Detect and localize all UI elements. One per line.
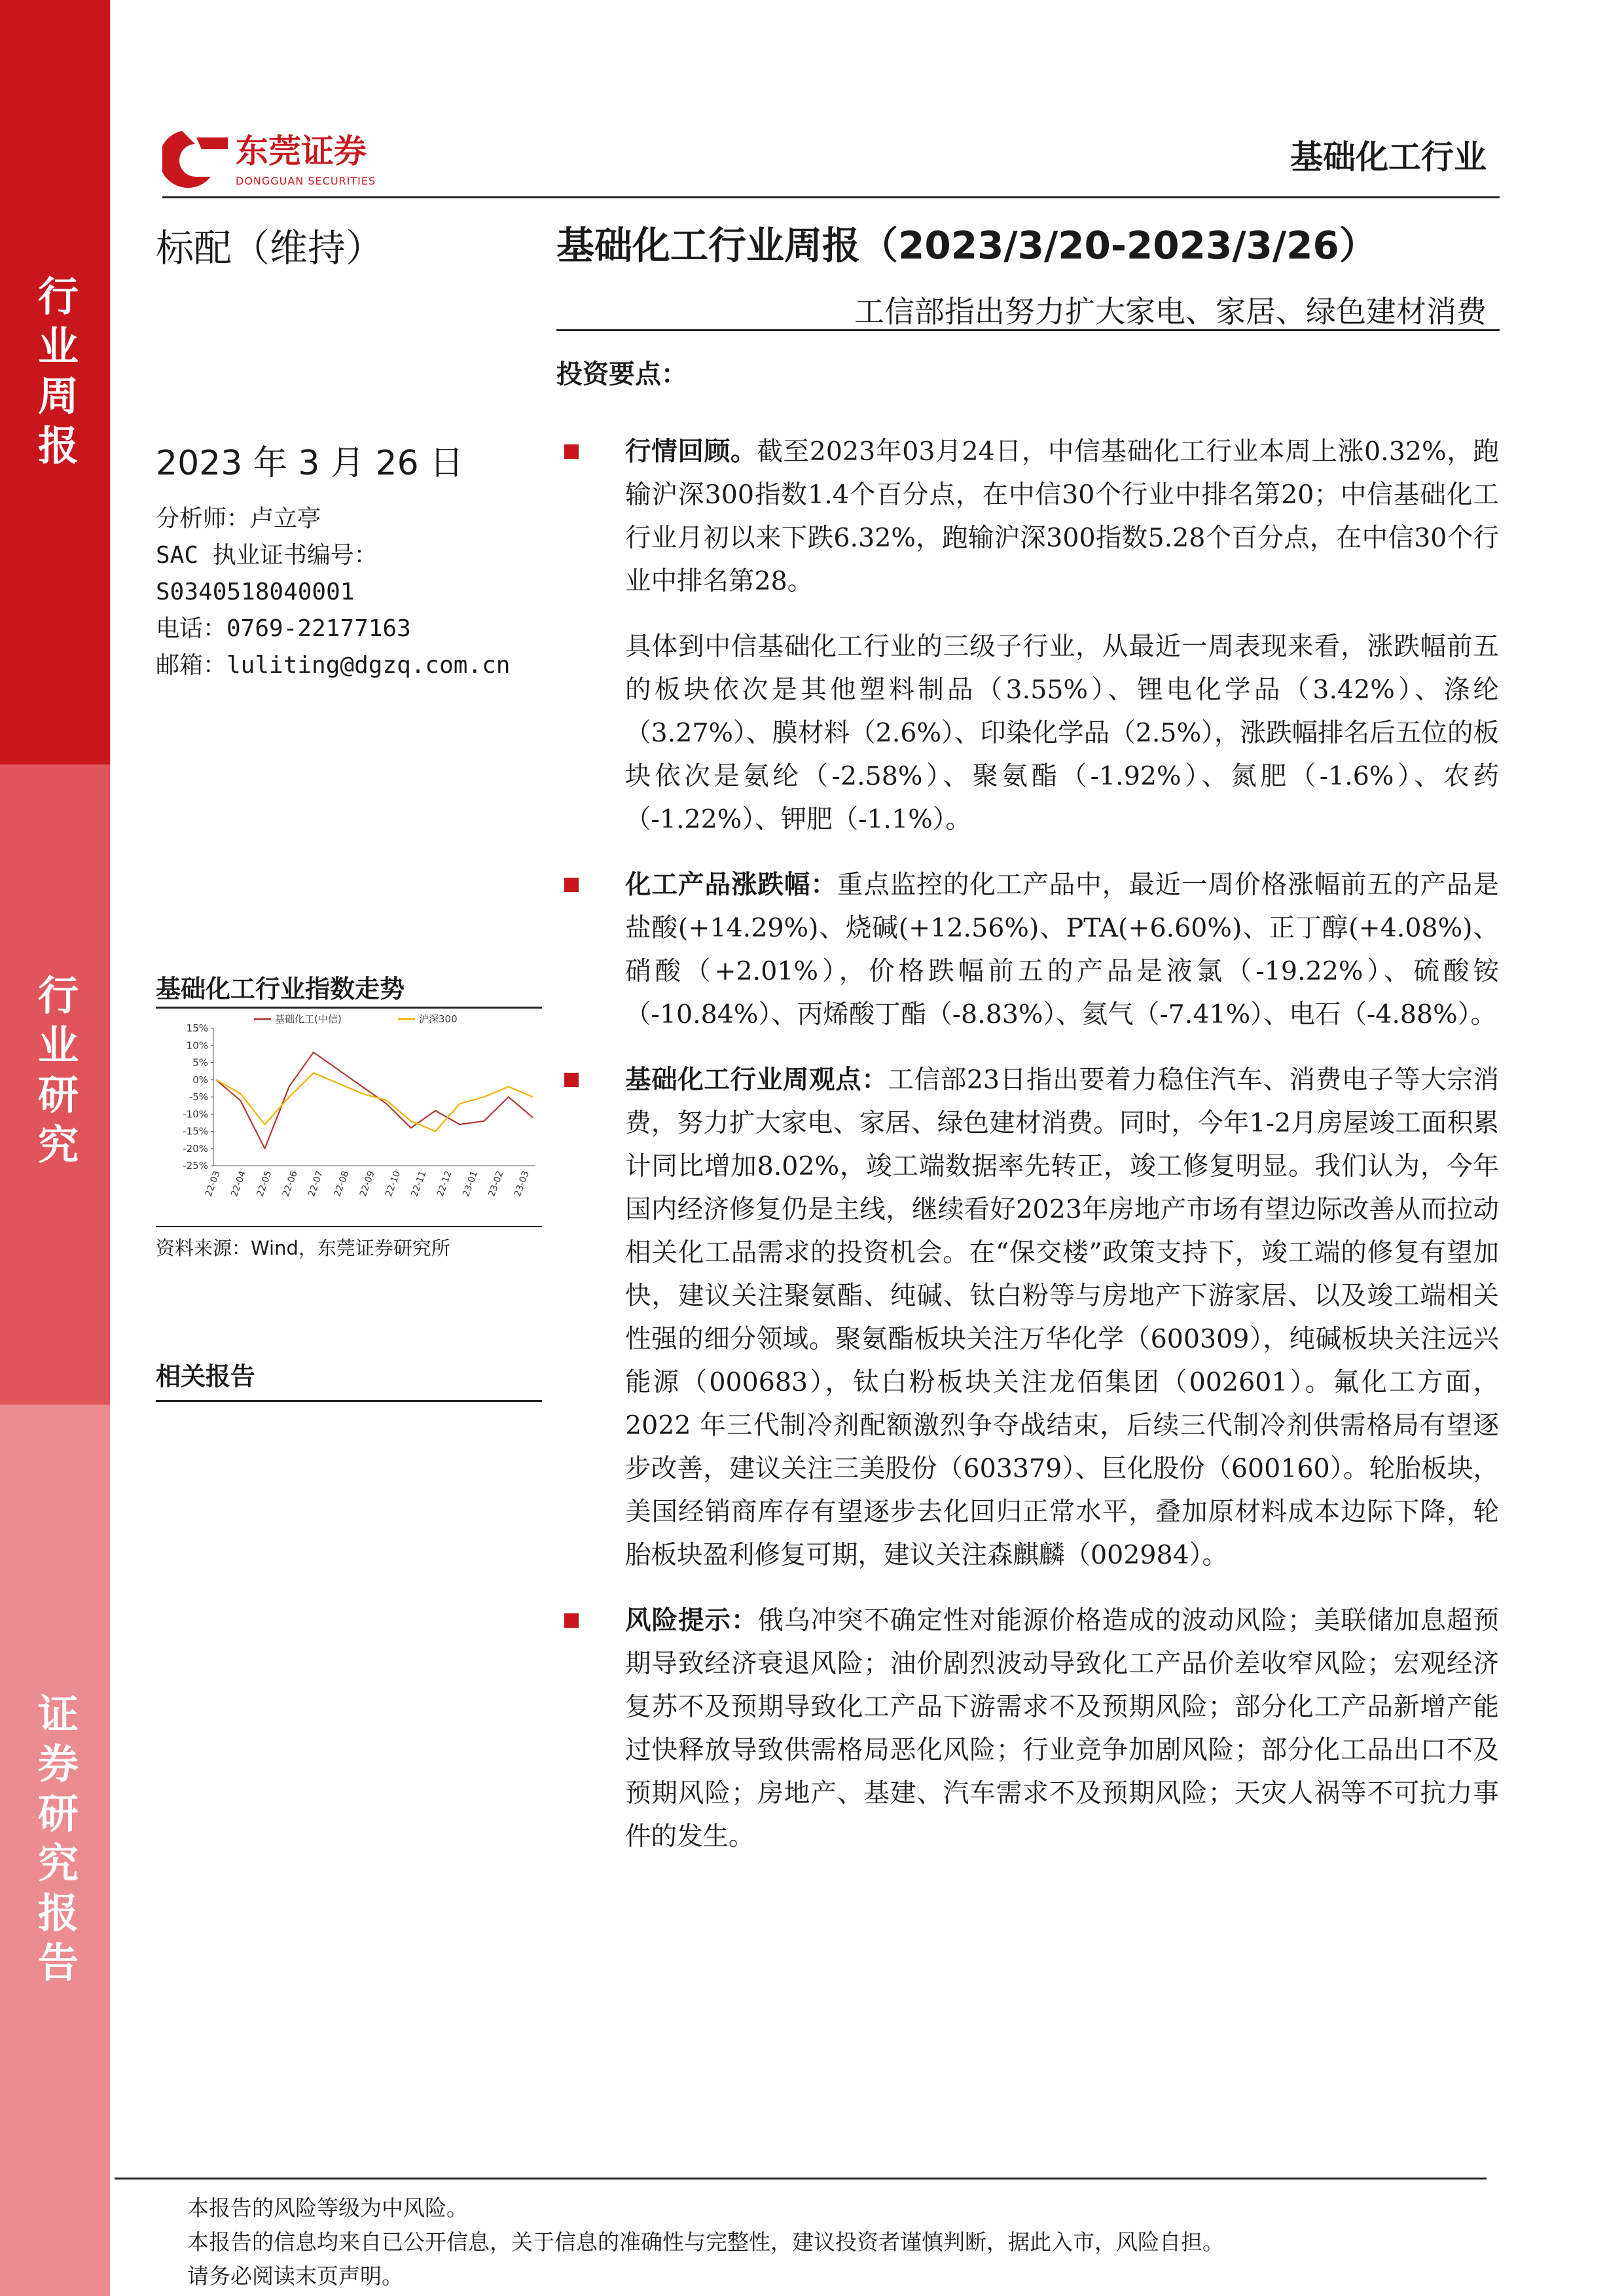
paragraph — [625, 430, 1499, 603]
brand-name-en: DONGGUAN SECURITIES — [236, 175, 376, 187]
x-tick-label: 22-04 — [229, 1169, 249, 1198]
footer — [187, 2191, 1224, 2293]
legend-label: 沪深300 — [419, 1013, 458, 1025]
chart-source: 资料来源：Wind，东莞证券研究所 — [156, 1226, 542, 1261]
main-body — [556, 353, 1499, 1880]
y-tick-label: -10% — [183, 1108, 208, 1121]
sac-number: S0340518040001 — [156, 579, 355, 605]
rating: 标配（维持） — [156, 226, 384, 270]
bullet-icon — [564, 878, 579, 892]
y-tick-label: 5% — [192, 1056, 208, 1069]
section-market-review — [556, 430, 1499, 841]
analyst-name: 分析师：卢立亭 — [156, 505, 321, 532]
x-tick-label: 22-05 — [255, 1169, 274, 1198]
y-tick-label: -25% — [183, 1160, 208, 1172]
paragraph-text: 工信部23日指出要着力稳住汽车、消费电子等大宗消费，努力扩大家电、家居、绿色建材消费。同时，今年1-2月房屋竣工面积累计同比增加8.02%，竣工端数据率先转正，竣工修复明显。我们认为，今年国内经济修复仍是主线，继续看好2023年房地产市场有望边际改善从而拉动相关化工品需求的投资机会。在“保交楼”政策支持下，竣工端的修复有望加快，建议关注聚氨酯、纯碱、钛白粉等与房地产下游家居、以及竣工端相关性强的细分领域。聚氨酯板块关注万华化学（600309），纯碱板块关注远兴能源（000683），钛白粉板块关注龙佰集团（002601）。氟化工方面，2022 年三代制冷剂配额激烈争夺战结束，后续三代制冷剂供需格局有望逐步改善，建议关注三美股份（603379）、巨化股份（600160）。轮胎板块，美国经销商库存有望逐步去化回归正常水平，叠加原材料成本边际下降，轮胎板块盈利修复可期，建议关注森麒麟（002984）。 — [625, 1065, 1500, 1570]
legend-label: 基础化工(中信) — [275, 1013, 342, 1025]
series-line — [216, 1052, 533, 1149]
footer-disclaimer: 本报告的信息均来自已公开信息，关于信息的准确性与完整性，建议投资者谨慎判断，据此入市，风险自担。 — [187, 2229, 1224, 2255]
y-tick-label: -5% — [189, 1091, 208, 1103]
related-reports-heading: 相关报告 — [156, 1356, 542, 1402]
series-line — [216, 1073, 533, 1131]
paragraph-lead: 化工产品涨跌幅： — [625, 870, 837, 900]
section-weekly-view — [556, 1058, 1499, 1577]
sac-label: SAC 执业证书编号： — [156, 542, 378, 569]
footer-notice: 请务必阅读末页声明。 — [187, 2263, 403, 2289]
paragraph-lead: 风险提示： — [625, 1605, 758, 1636]
brand-logo — [162, 124, 411, 196]
sidebar-label: 证券研究报告 — [31, 1693, 79, 1991]
sidebar-label: 行业研究 — [31, 974, 79, 1173]
index-chart — [156, 1007, 542, 1218]
x-tick-label: 22-12 — [435, 1169, 454, 1198]
section-product-prices — [556, 863, 1499, 1036]
paragraph-text: 重点监控的化工产品中，最近一周价格涨幅前五的产品是盐酸(+14.29%)、烧碱(+12.56%)、PTA(+6.60%)、正丁醇(+4.08%)、硝酸（+2.01%），价格跌幅前五的产品是液氯（-19.22%）、硫酸铵（-10.84%）、丙烯酸丁酯（-8.83%）、氦气（-7.41%）、电石（-4.88%）。 — [625, 870, 1499, 1030]
y-tick-label: 0% — [192, 1073, 208, 1086]
x-tick-label: 22-10 — [384, 1169, 403, 1198]
report-title: 基础化工行业周报（2023/3/20-2023/3/26） — [556, 223, 1377, 268]
x-tick-label: 22-03 — [203, 1169, 223, 1198]
key-points-heading: 投资要点： — [556, 359, 687, 389]
x-tick-label: 22-08 — [332, 1169, 352, 1198]
x-tick-label: 23-02 — [486, 1169, 506, 1198]
industry-label: 基础化工行业 — [1290, 138, 1487, 176]
y-tick-label: 15% — [186, 1022, 208, 1034]
bullet-icon — [564, 444, 579, 459]
sidebar-band-doc-type — [0, 1405, 110, 2296]
sidebar-band-category — [0, 764, 110, 1405]
bullet-icon — [564, 1613, 579, 1628]
title-divider — [556, 329, 1500, 331]
header-divider — [162, 196, 1500, 198]
x-tick-label: 22-11 — [409, 1169, 429, 1198]
footer-divider — [115, 2178, 1487, 2179]
y-tick-label: -15% — [183, 1125, 208, 1138]
paragraph-text: 俄乌冲突不确定性对能源价格造成的波动风险；美联储加息超预期导致经济衰退风险；油价剧烈波动导致化工产品价差收窄风险；宏观经济复苏不及预期导致化工产品下游需求不及预期风险；部分化工产品新增产能过快释放导致供需格局恶化风险；行业竞争加剧风险；部分化工品出口不及预期风险；房地产、基建、汽车需求不及预期风险；天灾人祸等不可抗力事件的发生。 — [625, 1605, 1499, 1852]
footer-risk-level: 本报告的风险等级为中风险。 — [187, 2195, 468, 2221]
paragraph-text: 截至2023年03月24日，中信基础化工行业本周上涨0.32%，跑输沪深300指数1.4个百分点，在中信30个行业中排名第20；中信基础化工行业月初以来下跌6.32%，跑输沪深300指数5.28个百分点，在中信30个行业中排名第28。 — [625, 437, 1500, 596]
report-subtitle: 工信部指出努力扩大家电、家居、绿色建材消费 — [854, 294, 1487, 329]
sidebar-band-report-type — [0, 0, 110, 764]
y-tick-label: -20% — [183, 1142, 208, 1155]
paragraph — [625, 863, 1499, 1036]
paragraph — [625, 1599, 1499, 1858]
x-tick-label: 22-06 — [280, 1169, 300, 1198]
x-tick-label: 23-03 — [512, 1169, 532, 1198]
paragraph: 具体到中信基础化工行业的三级子行业，从最近一周表现来看，涨跌幅前五的板块依次是其他塑料制品（3.55%）、锂电化学品（3.42%）、涤纶（3.27%）、膜材料（2.6%）、印染化学品（2.5%），涨跌幅排名后五位的板块依次是氨纶（-2.58%）、聚氨酯（-1.92%）、氮肥（-1.6%）、农药（-1.22%）、钾肥（-1.1%）。 — [625, 632, 1499, 834]
x-tick-label: 22-09 — [357, 1169, 377, 1198]
y-tick-label: 10% — [186, 1039, 208, 1052]
report-date: 2023 年 3 月 26 日 — [156, 444, 464, 483]
analyst-info — [156, 501, 510, 684]
paragraph-lead: 行情回顾。 — [625, 437, 757, 467]
paragraph-lead: 基础化工行业周观点： — [625, 1065, 888, 1095]
section-risk — [556, 1599, 1499, 1858]
paragraph — [625, 1058, 1499, 1577]
chart-title: 基础化工行业指数走势 — [156, 975, 405, 1003]
phone: 电话：0769-22177163 — [156, 615, 411, 642]
email: 邮箱：luliting@dgzq.com.cn — [156, 652, 511, 679]
x-tick-label: 22-07 — [306, 1169, 326, 1198]
bullet-icon — [564, 1073, 579, 1087]
sidebar-label: 行业周报 — [31, 275, 79, 474]
brand-name: 东莞证券 — [236, 132, 367, 170]
x-tick-label: 23-01 — [461, 1169, 480, 1198]
